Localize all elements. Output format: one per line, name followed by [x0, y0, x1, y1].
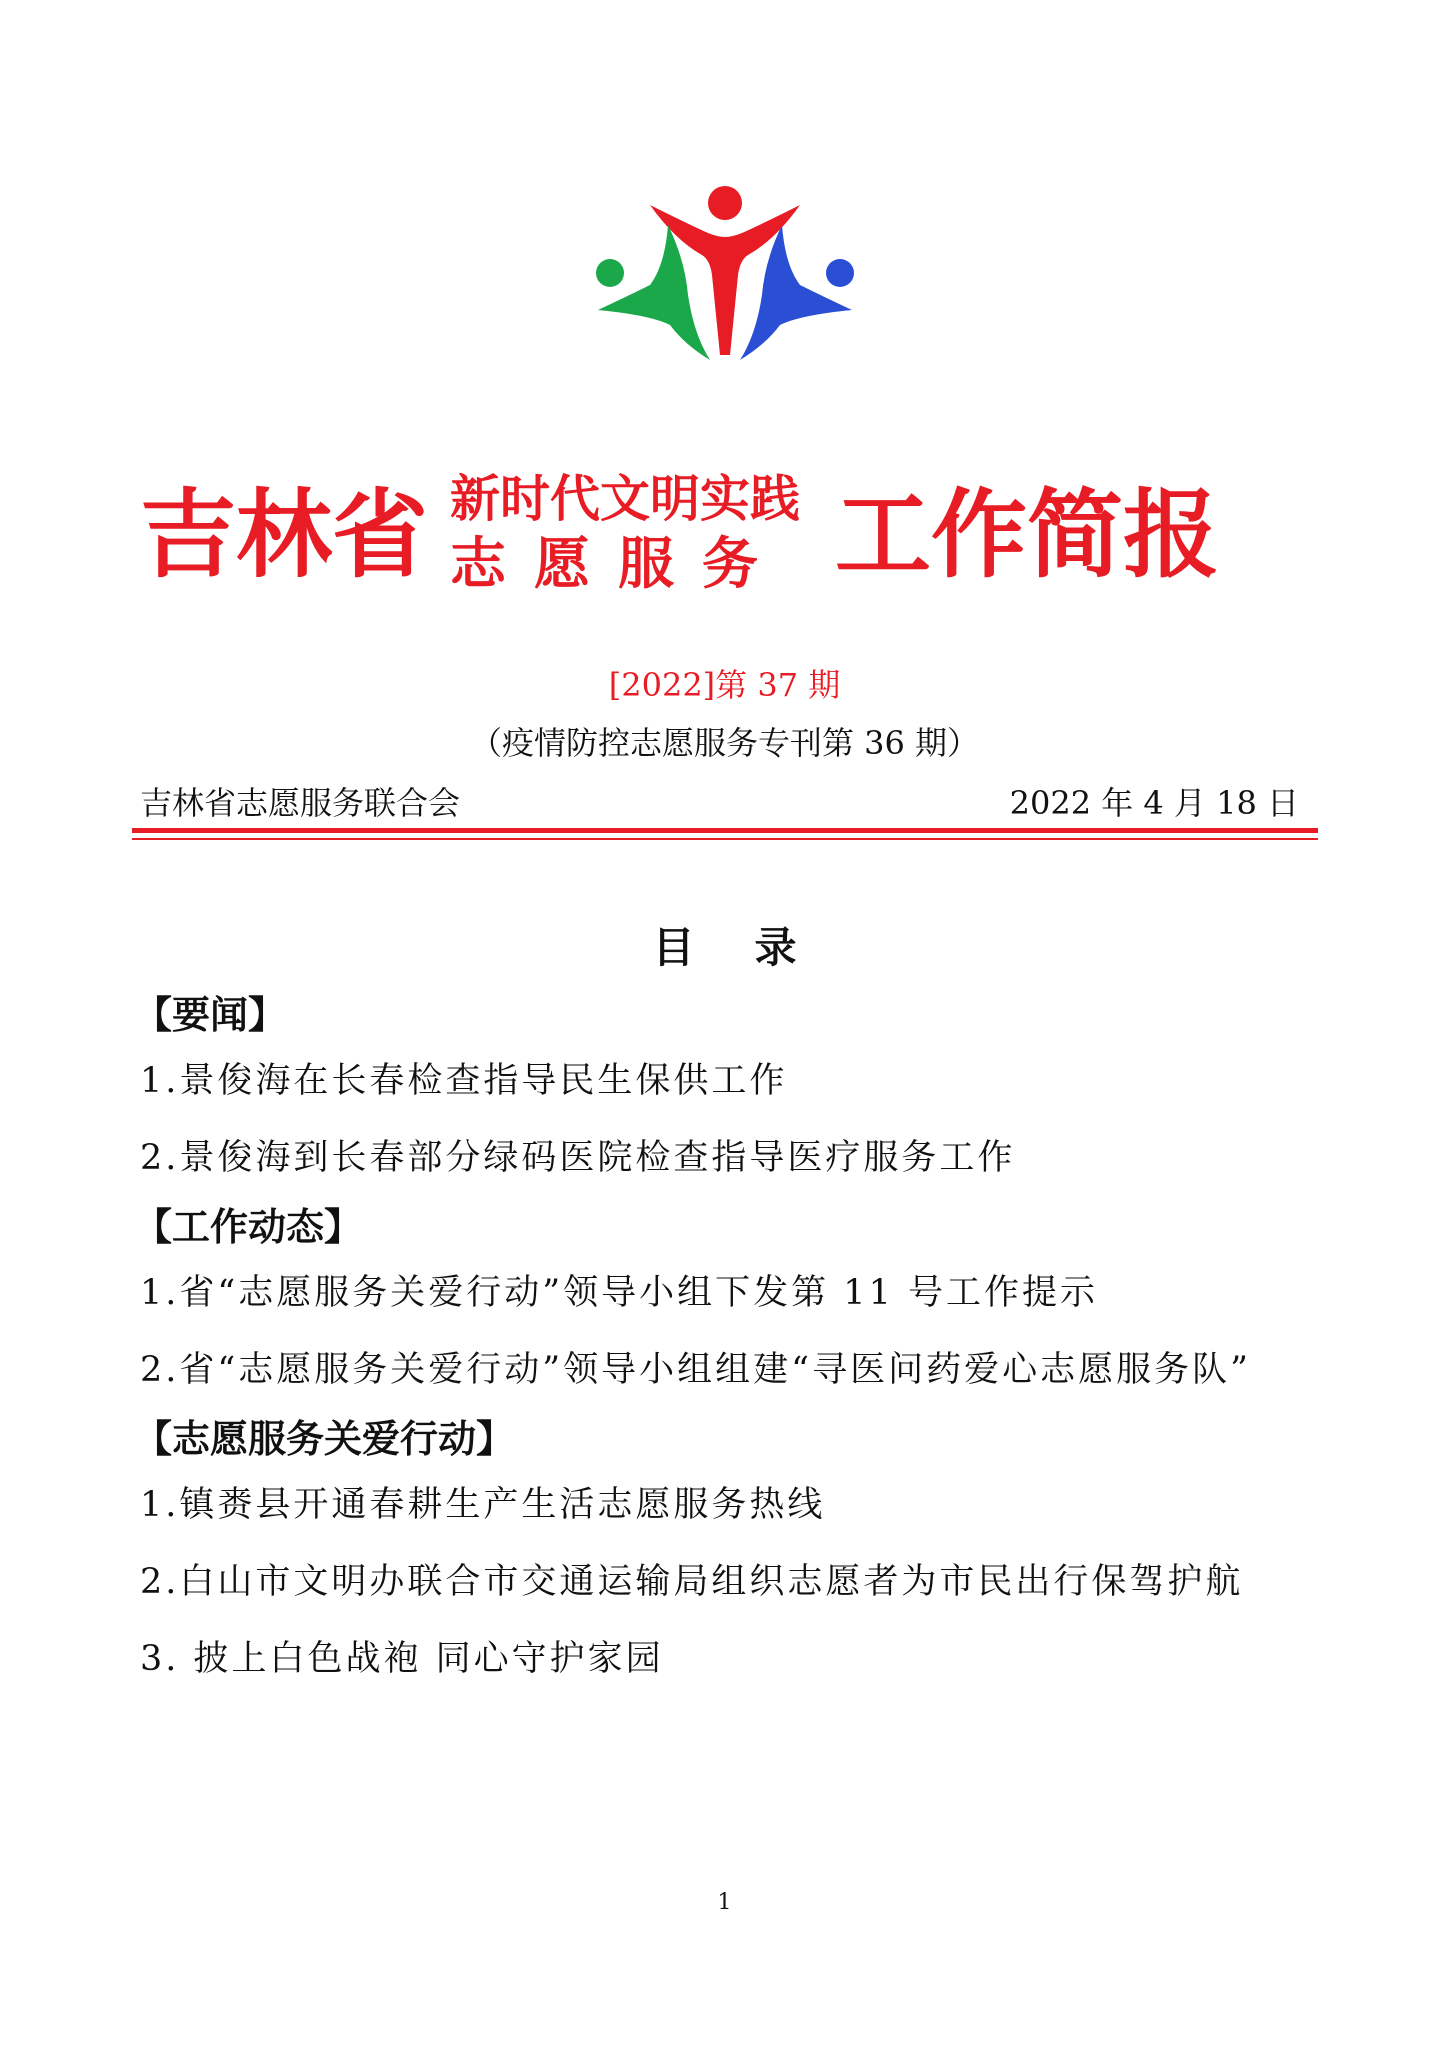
header-divider-thick	[132, 828, 1318, 833]
publish-date: 2022 年 4 月 18 日	[1009, 784, 1299, 822]
section-heading: 【工作动态】	[134, 1205, 363, 1249]
volunteer-service-logo-icon	[590, 185, 860, 360]
toc-section-work-updates	[134, 1202, 1320, 1414]
masthead-province: 吉林省	[140, 479, 428, 591]
toc-title: 目录	[652, 923, 857, 972]
masthead-middle-line2: 志愿服务	[450, 532, 786, 597]
toc-item[interactable]: 2.省“志愿服务关爱行动”领导小组组建“寻医问药爱心志愿服务队”	[140, 1350, 1251, 1390]
issue-subtitle: （疫情防控志愿服务专刊第 36 期）	[469, 724, 980, 762]
toc-item[interactable]: 2.白山市文明办联合市交通运输局组织志愿者为市民出行保驾护航	[140, 1562, 1244, 1602]
header-divider-thin	[132, 838, 1318, 840]
publisher: 吉林省志愿服务联合会	[140, 784, 461, 822]
masthead-middle-line1: 新时代文明实践	[450, 470, 800, 528]
toc-item[interactable]: 1.省“志愿服务关爱行动”领导小组下发第 11 号工作提示	[140, 1273, 1098, 1313]
toc-item[interactable]: 2.景俊海到长春部分绿码医院检查指导医疗服务工作	[140, 1138, 1016, 1178]
toc-section-news	[134, 990, 1320, 1202]
toc-item[interactable]: 1.镇赉县开通春耕生产生活志愿服务热线	[140, 1485, 826, 1525]
masthead-middle	[450, 468, 805, 600]
section-heading: 【要闻】	[134, 993, 287, 1037]
table-of-contents	[134, 990, 1320, 1703]
toc-item[interactable]: 3. 披上白色战袍 同心守护家园	[140, 1639, 664, 1679]
toc-section-care-action	[134, 1414, 1320, 1703]
toc-item[interactable]: 1.景俊海在长春检查指导民生保供工作	[140, 1061, 788, 1101]
masthead-title: 工作简报	[835, 479, 1219, 591]
page-number: 1	[717, 1890, 732, 1915]
issue-number: [2022]第 37 期	[608, 666, 841, 704]
section-heading: 【志愿服务关爱行动】	[134, 1417, 515, 1461]
